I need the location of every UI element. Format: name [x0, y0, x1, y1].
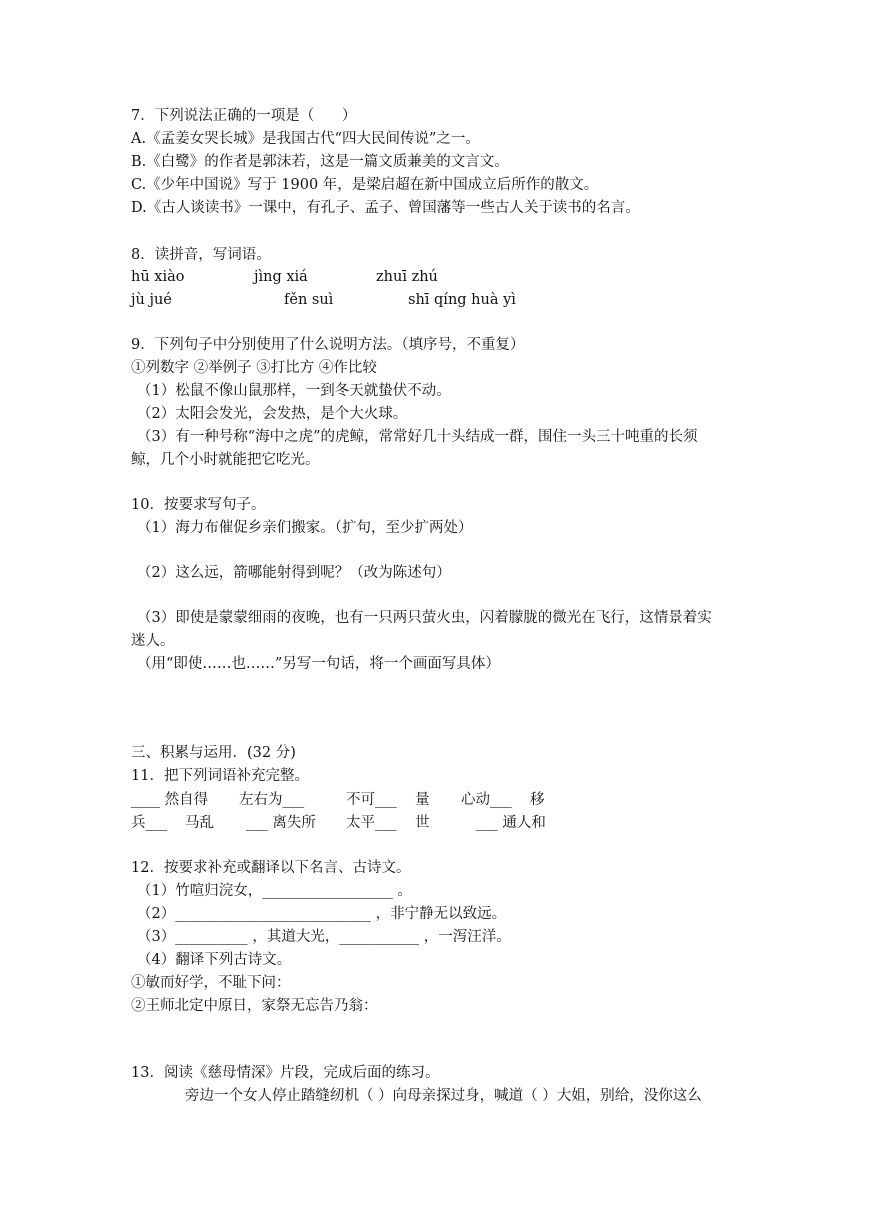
q9-stem: 9．下列句子中分别使用了什么说明方法。（填序号，不重复） [131, 337, 525, 353]
q9-sentence-3-cont: 鲸，几个小时就能把它吃光。 [131, 452, 320, 468]
q7-option-c: C.《少年中国说》写于 1900 年，是梁启超在新中国成立后所作的散文。 [131, 177, 599, 193]
q12-item-4: （4）翻译下列古诗文。 [137, 952, 292, 968]
q10-task-3-cont: 迷人。 [131, 633, 175, 649]
q9-sentence-3: （3）有一种号称“海中之虎”的虎鲸，常常好几十头结成一群，围住一头三十吨重的长须 [137, 429, 698, 445]
q7-option-d: D.《古人谈读书》一课中，有孔子、孟子、曾国藩等一些古人关于读书的名言。 [131, 200, 640, 216]
q8-pinyin: jù jué [131, 292, 172, 308]
q11-blank: 马乱 [185, 815, 214, 831]
q11-blank: ___ 离失所 [246, 815, 316, 831]
q10-task-3-instruction: （用“即使……也……”另写一句话，将一个画面写具体） [137, 656, 500, 672]
q8-stem: 8．读拼音，写词语。 [131, 247, 271, 263]
q8-pinyin: shī qíng huà yì [408, 292, 516, 308]
q10-task-1: （1）海力布催促乡亲们搬家。（扩句，至少扩两处） [137, 520, 473, 536]
q11-blank: 移 [530, 792, 545, 808]
q7-stem: 7．下列说法正确的一项是（ ） [131, 108, 357, 124]
q11-stem: 11．把下列词语补充完整。 [131, 768, 309, 784]
q7-option-b: B.《白鹭》的作者是郭沫若，这是一篇文质兼美的文言文。 [131, 154, 509, 170]
q12-item-2: （2）___________________________ ，非宁静无以致远。 [137, 906, 507, 922]
q11-blank: ____ 然自得 [131, 792, 209, 808]
q7-option-a: A.《孟姜女哭长城》是我国古代“四大民间传说”之一。 [131, 131, 480, 147]
q11-blank: 不可___ [346, 792, 397, 808]
q9-sentence-2: （2）太阳会发光，会发热，是个大火球。 [137, 406, 408, 422]
q12-item-1: （1）竹喧归浣女，__________________ 。 [137, 883, 412, 899]
q11-blank: 量 [415, 792, 430, 808]
q13-passage: 旁边一个女人停止踏缝纫机（ ）向母亲探过身，喊道（ ）大姐，别给，没你这么 [185, 1088, 702, 1104]
q11-blank: 世 [415, 815, 430, 831]
q10-stem: 10．按要求写句子。 [131, 497, 266, 513]
q8-pinyin: zhuī zhú [376, 269, 438, 285]
q11-blank: 兵___ [131, 815, 168, 831]
q10-task-3: （3）即使是蒙蒙细雨的夜晚，也有一只两只萤火虫，闪着朦胧的微光在飞行，这情景着实 [137, 610, 712, 626]
q11-blank: 左右为___ [239, 792, 305, 808]
q12-translate-2: ②王师北定中原日，家祭无忘告乃翁： [131, 998, 378, 1014]
q12-item-3: （3）__________ ，其道大光，___________ ，一泻汪洋。 [137, 929, 511, 945]
q12-translate-1: ①敏而好学，不耻下问： [131, 975, 291, 991]
q8-pinyin: hū xiào [131, 269, 185, 285]
q11-blank: ___ 通人和 [476, 815, 546, 831]
q9-sentence-1: （1）松鼠不像山鼠那样，一到冬天就蛰伏不动。 [137, 383, 451, 399]
q10-task-2: （2）这么远，箭哪能射得到呢？（改为陈述句） [137, 565, 451, 581]
q8-pinyin: jìng xiá [254, 269, 308, 285]
q8-pinyin: fěn suì [284, 292, 334, 308]
q12-stem: 12．按要求补充或翻译以下名言、古诗文。 [131, 860, 411, 876]
q9-options: ①列数字 ②举例子 ③打比方 ④作比较 [131, 360, 377, 376]
q11-blank: 心动___ [461, 792, 512, 808]
q13-stem: 13．阅读《慈母情深》片段，完成后面的练习。 [131, 1065, 440, 1081]
q11-blank: 太平___ [346, 815, 397, 831]
section-heading: 三、积累与运用．(32 分) [131, 745, 296, 761]
